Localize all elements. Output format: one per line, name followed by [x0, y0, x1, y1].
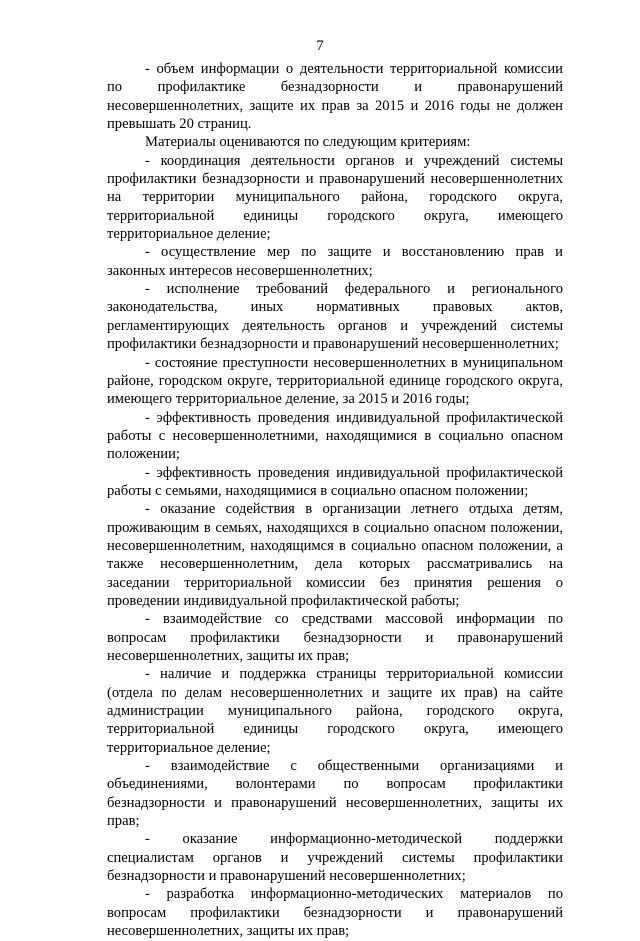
- paragraph-criterion-methodical-support: - оказание информационно-методической поддержки специалистам органов и учреждений системы профилактики безнадзорности и правонарушений несовершеннолетних;: [107, 831, 563, 885]
- page-number: 7: [316, 38, 324, 54]
- paragraph-criterion-methodical-materials: - разработка информационно-методических материалов по вопросам профилактики безнадзорности и правонарушений несовершеннолетних, защиты их прав;: [107, 886, 563, 940]
- paragraph-criterion-crime-state: - состояние преступности несовершеннолетних в муниципальном районе, городском округе, территориальной единице городского округа, имеющего территориальное деление, за 2015 и 2016 годы;: [107, 354, 563, 408]
- paragraph-criterion-legislation: - исполнение требований федерального и регионального законодательства, иных нормативных правовых актов, регламентирующих деятельность органов и учреждений системы профилактики безнадзорности и правонарушений несовершеннолетних;: [107, 281, 563, 353]
- paragraph-report-volume: - объем информации о деятельности территориальной комиссии по профилактике безнадзорности и правонарушений несовершеннолетних, защите их прав за 2015 и 2016 годы не должен превышать 20 страниц.: [107, 61, 563, 133]
- paragraph-criterion-website: - наличие и поддержка страницы территориальной комиссии (отдела по делам несовершеннолетних и защите их прав) на сайте администрации муниципального района, городского округа, территориальной единицы городского округа, имеющего территориальное деление;: [107, 666, 563, 756]
- paragraph-criterion-work-with-families: - эффективность проведения индивидуальной профилактической работы с семьями, находящимися в социально опасном положении;: [107, 464, 563, 499]
- paragraph-criterion-rights-protection: - осуществление мер по защите и восстановлению прав и законных интересов несовершеннолетних;: [107, 244, 563, 279]
- paragraph-criterion-summer-rest: - оказание содействия в организации летнего отдыха детям, проживающим в семьях, находящихся в социально опасном положении, несовершеннолетним, находящимся в социально опасном положении, а также несовершеннолетним, дела которых рассматривались на заседании территориальной комиссии без принятия решения о проведении индивидуальной профилактической работы;: [107, 501, 563, 609]
- paragraph-criterion-public-organizations: - взаимодействие с общественными организациями и объединениями, волонтерами по вопросам профилактики безнадзорности и правонарушений несовершеннолетних, защиты их прав;: [107, 758, 563, 830]
- document-body: [107, 60, 563, 941]
- paragraph-criterion-coordination: - координация деятельности органов и учреждений системы профилактики безнадзорности и правонарушений несовершеннолетних на территории муниципального района, городского округа, территориальной единицы городского округа, имеющего территориальное деление;: [107, 152, 563, 243]
- paragraph-criterion-mass-media: - взаимодействие со средствами массовой информации по вопросам профилактики безнадзорности и правонарушений несовершеннолетних, защиты их прав;: [107, 611, 563, 664]
- paragraph-criteria-intro: Материалы оцениваются по следующим критериям:: [145, 134, 471, 151]
- paragraph-criterion-work-with-minors: - эффективность проведения индивидуальной профилактической работы с несовершеннолетними, находящимися в социально опасном положении;: [107, 409, 563, 463]
